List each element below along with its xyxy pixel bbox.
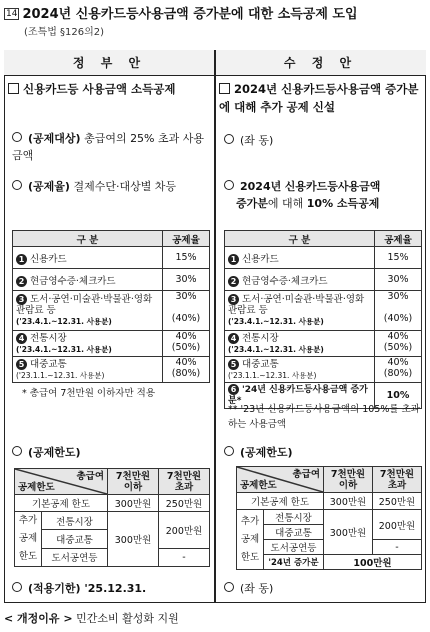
table-header-row — [13, 231, 210, 247]
limit-row-basic — [15, 495, 210, 512]
table-row — [13, 247, 210, 269]
extra-label: 추가 공제 한도 — [15, 512, 42, 567]
table-row — [225, 357, 422, 383]
year-text: 2024년 — [240, 180, 282, 193]
left-note: * 총급여 7천만원 이하자만 적용 — [22, 388, 155, 399]
bullet-circle-icon — [224, 582, 234, 592]
row-rate-special: (40%) — [171, 313, 201, 324]
left-item-rate — [12, 178, 212, 195]
extra-item: 전통시장 — [42, 512, 108, 530]
row-name: '24년 신용카드등사용금액 증가분* — [228, 385, 368, 406]
number-badge: 5 — [228, 359, 239, 370]
rate-text: 결제수단·대상별 차등 — [73, 180, 177, 193]
corner-cell — [15, 469, 108, 495]
col-over-70m: 7천만원 초과 — [159, 469, 210, 495]
number-badge: 2 — [228, 276, 239, 287]
row-name: 도서·공연·미술관·박물관·영화관람료 등 — [16, 294, 153, 316]
number-badge: 4 — [228, 333, 239, 344]
limit-row-increase — [237, 555, 422, 570]
left-item-target — [12, 130, 212, 164]
column-divider — [214, 50, 216, 603]
corner-top-label: 총급여 — [76, 470, 104, 482]
table-row — [225, 247, 422, 269]
row-rate-special: (50%) — [171, 342, 201, 353]
table-row — [225, 331, 422, 357]
row-name: 전통시장 — [30, 332, 67, 344]
limit-row-extra — [237, 510, 422, 525]
row-rate: 30% — [163, 269, 210, 291]
column-header-government: 정 부 안 — [4, 50, 215, 76]
col-category: 구 분 — [225, 231, 375, 247]
extra-item: 대중교통 — [264, 525, 324, 540]
row-rate: 40% — [175, 331, 197, 342]
left-rate-table — [12, 230, 210, 383]
row-period: ('23.4.1.~12.31. 사용분) — [16, 317, 112, 326]
revision-reason — [4, 610, 179, 626]
title-text: 2024년 신용카드등사용금액 증가분에 대한 소득공제 도입 — [22, 7, 358, 22]
left-heading — [8, 80, 213, 98]
col-category: 구 분 — [13, 231, 163, 247]
number-badge: 6 — [228, 384, 239, 395]
extra-item: 도서공연등 — [42, 548, 108, 566]
right-limit-table — [236, 466, 422, 570]
row-period: ('23.4.1.~12.31. 사용분) — [228, 344, 324, 354]
table-row — [13, 357, 210, 383]
right-note: ** '23년 신용카드등사용금액의 105%를 초과하는 사용금액 — [228, 404, 420, 430]
row-name: 도서·공연·미술관·박물관·영화관람료 등 — [228, 294, 365, 316]
deduction-text: 10% 소득공제 — [306, 197, 380, 210]
row-period: ('23.4.1.~12.31. 사용분) — [16, 344, 112, 354]
corner-cell — [237, 467, 324, 493]
row-name: 현금영수증·체크카드 — [242, 275, 328, 287]
right-item-target — [224, 132, 273, 149]
for-text: 에 대해 — [267, 197, 304, 210]
extra-dash: - — [159, 548, 210, 566]
bullet-circle-icon — [12, 180, 22, 190]
number-badge: 3 — [16, 294, 27, 305]
same-as-left: (좌 동) — [240, 582, 274, 595]
row-rate: 30% — [175, 291, 197, 302]
target-label: (공제대상) — [28, 132, 81, 145]
extra-over: 200만원 — [159, 512, 210, 549]
row-rate: 10% — [375, 383, 422, 409]
extra-under: 300만원 — [324, 510, 373, 555]
bullet-circle-icon — [12, 446, 22, 456]
row-name: 신용카드 — [242, 253, 279, 265]
col-under-70m: 7천만원 이하 — [108, 469, 159, 495]
left-limit-heading — [12, 444, 81, 461]
right-heading — [219, 80, 424, 116]
number-badge: 4 — [16, 333, 27, 344]
table-row — [225, 291, 422, 331]
checkbox-square-icon — [8, 83, 19, 94]
law-reference: (조특법 §126의2) — [24, 27, 105, 38]
col-over-70m: 7천만원 초과 — [373, 467, 422, 493]
extra-over: 200만원 — [373, 510, 422, 540]
extra-label: 추가 공제 한도 — [237, 510, 264, 570]
bullet-circle-icon — [224, 180, 234, 190]
limit-row-basic — [237, 493, 422, 510]
reason-label: < 개정이유 > — [4, 612, 73, 625]
number-badge: 5 — [16, 359, 27, 370]
extra-under: 300만원 — [108, 512, 159, 567]
left-limit-table — [14, 468, 210, 567]
increase-text: 증가분 — [236, 197, 268, 210]
row-rate: 15% — [375, 247, 422, 269]
reason-text: 민간소비 활성화 지원 — [76, 612, 179, 625]
row-rate-special: (80%) — [383, 368, 413, 379]
row-rate: 30% — [375, 269, 422, 291]
limit-label: (공제한도) — [28, 446, 81, 459]
basic-label: 기본공제 한도 — [15, 495, 108, 512]
left-period — [12, 580, 146, 597]
basic-under: 300만원 — [324, 493, 373, 510]
increase-limit: 100만원 — [324, 555, 422, 570]
col-rate: 공제율 — [163, 231, 210, 247]
row-name: 대중교통 — [30, 358, 67, 370]
same-as-left: (좌 동) — [240, 134, 274, 147]
right-rate-table — [224, 230, 422, 409]
row-rate-special: (80%) — [171, 368, 201, 379]
bullet-circle-icon — [224, 446, 234, 456]
table-header-row — [225, 231, 422, 247]
bullet-circle-icon — [224, 134, 234, 144]
corner-top-label: 총급여 — [292, 468, 320, 480]
right-limit-heading — [224, 444, 293, 461]
extra-item-increase: '24년 증가분 — [264, 555, 324, 570]
row-rate-special: (40%) — [383, 313, 413, 324]
item-number: 14 — [6, 9, 18, 19]
number-badge: 2 — [16, 276, 27, 287]
rate-label: (공제율) — [28, 180, 70, 193]
table-row — [13, 269, 210, 291]
corner-bottom-label: 공제한도 — [18, 481, 55, 493]
basic-over: 250만원 — [373, 493, 422, 510]
right-period — [224, 580, 273, 597]
target-text: 총급여의 25% 초과 사용금액 — [12, 132, 205, 162]
extra-item: 도서공연등 — [264, 540, 324, 555]
basic-under: 300만원 — [108, 495, 159, 512]
number-badge: 1 — [16, 254, 27, 265]
number-badge: 3 — [228, 294, 239, 305]
col-rate: 공제율 — [375, 231, 422, 247]
row-rate: 15% — [163, 247, 210, 269]
extra-item: 대중교통 — [42, 530, 108, 548]
row-name: 현금영수증·체크카드 — [30, 275, 116, 287]
table-row — [225, 269, 422, 291]
period-value: '25.12.31. — [84, 582, 147, 595]
row-rate: 40% — [175, 357, 197, 368]
limit-header-row — [237, 467, 422, 493]
table-row — [13, 291, 210, 331]
right-item-rate — [224, 178, 424, 212]
basic-label: 기본공제 한도 — [237, 493, 324, 510]
row-name: 전통시장 — [242, 332, 279, 344]
limit-label: (공제한도) — [240, 446, 293, 459]
row-rate: 40% — [387, 331, 409, 342]
row-period: ('23.1.1.~12.31. 사용분) — [228, 370, 317, 380]
row-name: 대중교통 — [242, 358, 279, 370]
row-rate-special: (50%) — [383, 342, 413, 353]
extra-item: 전통시장 — [264, 510, 324, 525]
number-badge: 1 — [228, 254, 239, 265]
bullet-circle-icon — [12, 132, 22, 142]
left-heading-text: 신용카드등 사용금액 소득공제 — [23, 82, 176, 96]
row-rate: 40% — [387, 357, 409, 368]
checkbox-square-icon — [219, 83, 230, 94]
column-header-revised: 수 정 안 — [215, 50, 426, 76]
extra-dash: - — [373, 540, 422, 555]
corner-bottom-label: 공제한도 — [240, 479, 277, 491]
basic-over: 250만원 — [159, 495, 210, 512]
row-rate: 30% — [387, 291, 409, 302]
bullet-circle-icon — [12, 582, 22, 592]
row-name: 신용카드 — [30, 253, 67, 265]
table-row — [13, 331, 210, 357]
right-heading-text: 2024년 신용카드등사용금액 증가분에 대해 추가 공제 신설 — [219, 82, 419, 114]
period-label: (적용기한) — [28, 582, 81, 595]
document-title — [4, 3, 358, 22]
limit-header-row — [15, 469, 210, 495]
row-period: ('23.4.1.~12.31. 사용분) — [228, 317, 324, 326]
col-under-70m: 7천만원 이하 — [324, 467, 373, 493]
usage-text: 신용카드등사용금액 — [284, 180, 381, 193]
row-period: ('23.1.1.~12.31. 사용분) — [16, 370, 105, 380]
limit-row-extra — [15, 512, 210, 530]
